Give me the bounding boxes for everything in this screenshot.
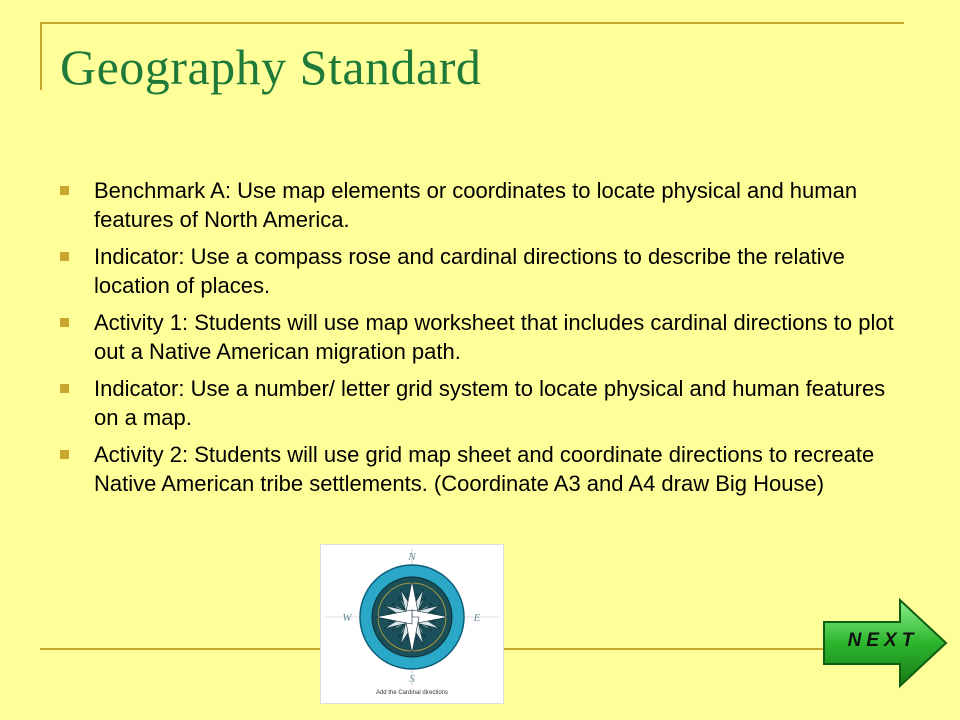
square-bullet-icon bbox=[60, 450, 69, 459]
bullet-item bbox=[60, 308, 910, 366]
bullet-item bbox=[60, 242, 910, 300]
bullet-item bbox=[60, 440, 910, 498]
bullet-text: Indicator: Use a number/ letter grid system to locate physical and human features on a map. bbox=[94, 376, 886, 430]
compass-north-label: N bbox=[408, 551, 416, 563]
compass-south-label: S bbox=[409, 673, 415, 685]
frame-left-line bbox=[40, 22, 42, 90]
compass-west-label: W bbox=[342, 612, 352, 624]
next-button[interactable] bbox=[820, 596, 950, 690]
bullet-text: Activity 2: Students will use grid map sheet and coordinate directions to recreate Native American tribe settlements. (Coordinate A3 and A4 draw Big House) bbox=[94, 442, 875, 496]
square-bullet-icon bbox=[60, 384, 69, 393]
bullet-item bbox=[60, 176, 910, 234]
compass-rose-image bbox=[320, 544, 504, 704]
bullet-text: Activity 1: Students will use map worksheet that includes cardinal directions to plot out a Native American migration path. bbox=[94, 310, 894, 364]
square-bullet-icon bbox=[60, 252, 69, 261]
slide-title: Geography Standard bbox=[60, 39, 482, 95]
square-bullet-icon bbox=[60, 318, 69, 327]
next-button-label: NEXT bbox=[847, 630, 919, 651]
compass-caption: Add the Cardinal directions bbox=[375, 690, 449, 696]
bullet-list bbox=[60, 176, 910, 506]
compass-east-label: E bbox=[473, 612, 481, 624]
bullet-text: Benchmark A: Use map elements or coordinates to locate physical and human features of North America. bbox=[94, 178, 858, 232]
square-bullet-icon bbox=[60, 186, 69, 195]
compass-rose-icon bbox=[321, 545, 503, 703]
bullet-text: Indicator: Use a compass rose and cardinal directions to describe the relative location of places. bbox=[94, 244, 845, 298]
frame-top-line bbox=[40, 22, 904, 24]
bullet-item bbox=[60, 374, 910, 432]
